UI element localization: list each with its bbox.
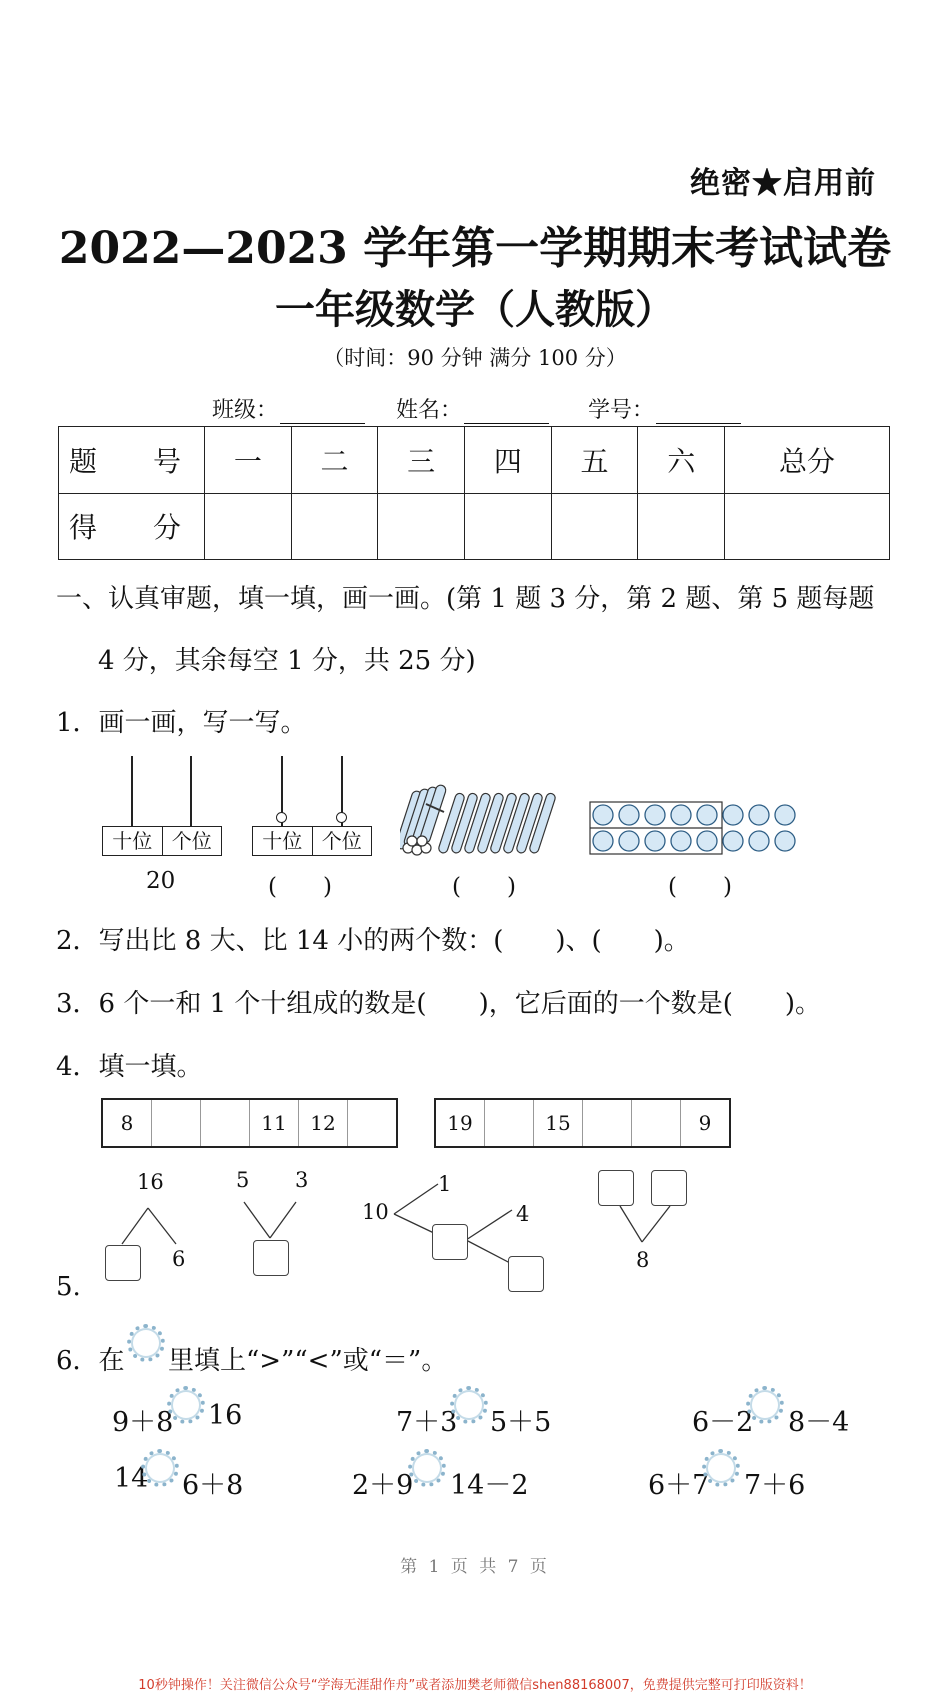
strip-cell: 15 [533,1100,582,1146]
score-col-2: 二 [291,427,378,494]
time-info: （时间：90 分钟 满分 100 分） [323,346,627,370]
name-label: 姓名： [396,398,463,423]
q3-text: 3．6 个一和 1 个十组成的数是( )，它后面的一个数是( )。 [56,989,821,1019]
bond3-answer-box-2[interactable] [508,1256,544,1292]
score-col-4: 四 [465,427,552,494]
promo-banner: 10秒钟操作！关注微信公众号“学海无涯甜作舟”或者添加樊老师微信shen88168007，免费提供完整可打印版资料！ [138,1678,812,1693]
bond2-answer-box[interactable] [253,1240,289,1276]
strip-cell: 19 [447,1111,473,1135]
compare-circle-input[interactable] [408,1449,446,1487]
confidential-mark: 绝密★启用前 [690,166,876,201]
bond3-a: 1 [438,1172,452,1196]
q6-expr-right: 16 [208,1400,243,1431]
q6-expr-left: 6－2 [692,1407,754,1438]
strip-cell: 8 [120,1111,134,1135]
q1-blank-3[interactable]: ( ) [452,874,516,900]
bond3-left: 10 [362,1200,389,1224]
q6-expr-right: 5＋5 [490,1407,552,1438]
score-col-6: 六 [638,427,725,494]
bond2-right: 3 [295,1168,309,1192]
q6-text-after: 里填上“>”“<”或“＝”。 [168,1346,448,1376]
compare-circle-input[interactable] [702,1449,740,1487]
q1-blank-2[interactable]: ( ) [268,874,332,900]
strip-cell: 9 [680,1100,729,1146]
bond3-answer-box-1[interactable] [432,1224,468,1260]
class-label: 班级： [212,398,279,423]
bond1-answer-box[interactable] [105,1245,141,1281]
score-col-5: 五 [551,427,638,494]
compare-circle-input[interactable] [450,1386,488,1424]
tens-label: 十位 [112,829,153,853]
strip-cell: 11 [249,1100,298,1146]
question-number-label: 题 号 [59,427,205,494]
page-number: 第 1 页 共 7 页 [400,1557,550,1577]
compare-circle-input[interactable] [141,1449,179,1487]
section1-heading: 一、认真审题，填一填，画一画。(第 1 题 3 分，第 2 题、第 5 题每题 [56,584,875,614]
q5-label: 5. [56,1272,81,1302]
bond1-right: 6 [172,1247,186,1271]
id-label: 学号： [588,398,655,423]
q1-answer-1: 20 [146,868,176,894]
strip-cell: 12 [298,1100,347,1146]
q6-expr-right: 14－2 [450,1470,529,1501]
bond4-answer-box-2[interactable] [651,1170,687,1206]
score-col-1: 一 [205,427,292,494]
q6-expr-left: 14 [114,1463,149,1494]
bond1-top: 16 [137,1170,164,1194]
q6-expr-left: 6＋7 [648,1470,710,1501]
exam-title: 2022—2023 学年第一学期期末考试试卷 [58,223,892,274]
exam-subtitle: 一年级数学（人教版） [275,286,675,333]
score-col-total: 总分 [725,427,890,494]
ones-label: 个位 [312,827,372,855]
bond4-bottom: 8 [636,1248,650,1272]
score-label: 得 分 [59,493,205,560]
q1-blank-4[interactable]: ( ) [668,874,732,900]
bond3-b: 4 [516,1202,530,1226]
q6-text-before: 6．在 [56,1346,125,1376]
q4-text: 4．填一填。 [56,1052,203,1082]
tens-label: 十位 [262,829,303,853]
q6-expr-right: 7＋6 [744,1470,806,1501]
bond4-answer-box-1[interactable] [598,1170,634,1206]
bond2-left: 5 [236,1168,250,1192]
compare-circle-input[interactable] [746,1386,784,1424]
q6-expr-left: 2＋9 [352,1470,414,1501]
score-col-3: 三 [378,427,465,494]
q6-expr-left: 7＋3 [396,1407,458,1438]
compare-circle-input[interactable] [167,1386,205,1424]
compare-circle-icon [127,1324,165,1362]
q2-text: 2．写出比 8 大、比 14 小的两个数：( )、( )。 [56,926,690,956]
section1-heading-cont: 4 分，其余每空 1 分，共 25 分) [98,646,476,676]
q6-expr-right: 6＋8 [182,1470,244,1501]
q6-expr-right: 8－4 [788,1407,850,1438]
ones-label: 个位 [162,827,222,855]
q6-expr-left: 9＋8 [112,1407,174,1438]
q1-text: 1．画一画，写一写。 [56,708,307,738]
